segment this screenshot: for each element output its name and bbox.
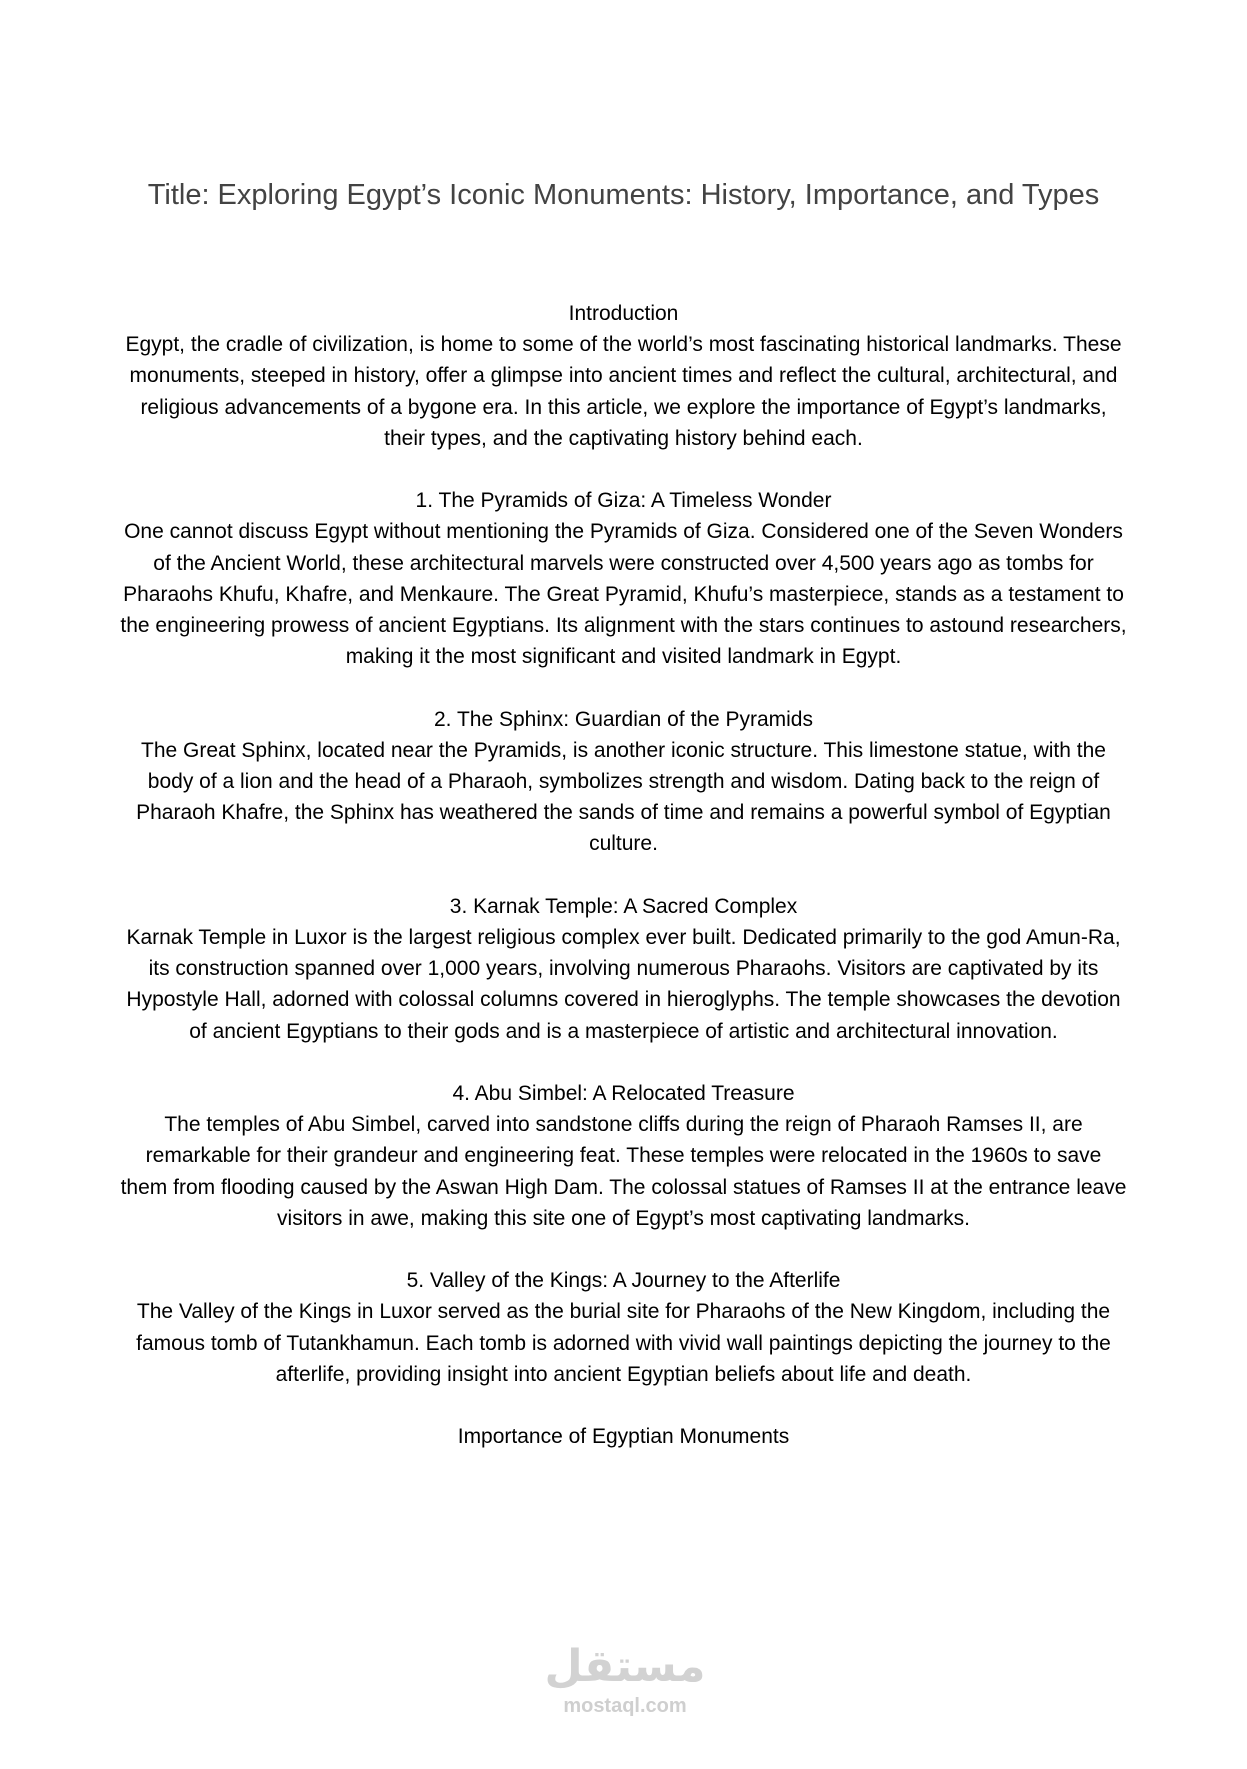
paragraph-spacer xyxy=(120,454,1127,485)
section-heading: Importance of Egyptian Monuments xyxy=(457,1425,790,1449)
document-title: Title: Exploring Egypt’s Iconic Monuments: History, Importance, and Types xyxy=(147,179,1100,211)
section-heading: 5. Valley of the Kings: A Journey to the Afterlife xyxy=(406,1269,841,1293)
section-paragraph: One cannot discuss Egypt without mentioning the Pyramids of Giza. Considered one of the Seven Wonders of the Ancient World, these architectural marvels were constructed over 4,500 years ago as tombs for Pharaohs Khufu, Khafre, and Menkaure. The Great Pyramid, Khufu’s masterpiece, stands as a testament to the engineering prowess of ancient Egyptians. Its alignment with the stars continues to astound researchers, making it the most significant and visited landmark in Egypt. xyxy=(120,520,1127,669)
section-paragraph: Egypt, the cradle of civilization, is home to some of the world’s most fascinating historical landmarks. These monuments, steeped in history, offer a glimpse into ancient times and reflect the cultural, architectural, and religious advancements of a bygone era. In this article, we explore the importance of Egypt’s landmarks, their types, and the captivating history behind each. xyxy=(125,333,1122,450)
section-heading: 2. The Sphinx: Guardian of the Pyramids xyxy=(434,707,813,731)
watermark-arabic-text: مستقل xyxy=(544,1641,706,1692)
section-karnak xyxy=(120,891,1127,1047)
section-heading: 3. Karnak Temple: A Sacred Complex xyxy=(449,894,798,918)
section-valley-of-kings xyxy=(120,1265,1127,1390)
section-heading: 1. The Pyramids of Giza: A Timeless Wonder xyxy=(415,489,832,513)
mostaql-watermark-logo xyxy=(540,1640,710,1730)
paragraph-spacer xyxy=(120,1234,1127,1265)
section-importance xyxy=(120,1421,1127,1452)
section-paragraph: The temples of Abu Simbel, carved into sandstone cliffs during the reign of Pharaoh Ramses II, are remarkable for their grandeur and engineering feat. These temples were relocated in the 1960s to save them from flooding caused by the Aswan High Dam. The colossal statues of Ramses II at the entrance leave visitors in awe, making this site one of Egypt’s most captivating landmarks. xyxy=(120,1113,1127,1230)
section-pyramids xyxy=(120,485,1127,672)
watermark-latin-text: mostaql.com xyxy=(563,1695,687,1717)
section-paragraph: Karnak Temple in Luxor is the largest religious complex ever built. Dedicated primarily to the god Amun-Ra, its construction spanned over 1,000 years, involving numerous Pharaohs. Visitors are captivated by its Hypostyle Hall, adorned with colossal columns covered in hieroglyphs. The temple showcases the devotion of ancient Egyptians to their gods and is a masterpiece of artistic and architectural innovation. xyxy=(126,926,1121,1043)
paragraph-spacer xyxy=(120,860,1127,891)
paragraph-spacer xyxy=(120,672,1127,703)
section-heading: Introduction xyxy=(568,302,679,325)
section-introduction xyxy=(120,298,1127,454)
paragraph-spacer xyxy=(120,1047,1127,1078)
section-heading: 4. Abu Simbel: A Relocated Treasure xyxy=(452,1082,795,1106)
document-body xyxy=(120,298,1127,1452)
section-paragraph: The Great Sphinx, located near the Pyramids, is another iconic structure. This limestone statue, with the body of a lion and the head of a Pharaoh, symbolizes strength and wisdom. Dating back to the reign of Pharaoh Khafre, the Sphinx has weathered the sands of time and remains a powerful symbol of Egyptian culture. xyxy=(136,738,1111,856)
section-paragraph: The Valley of the Kings in Luxor served as the burial site for Pharaohs of the New Kingdom, including the famous tomb of Tutankhamun. Each tomb is adorned with vivid wall paintings depicting the journey to the afterlife, providing insight into ancient Egyptian beliefs about life and death. xyxy=(136,1300,1111,1386)
paragraph-spacer xyxy=(120,1390,1127,1421)
section-sphinx xyxy=(120,704,1127,860)
section-abu-simbel xyxy=(120,1078,1127,1234)
